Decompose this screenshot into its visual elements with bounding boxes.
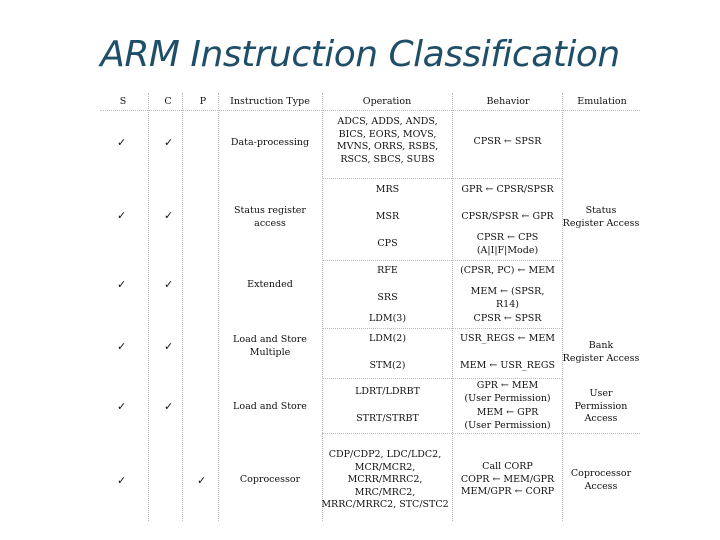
type-status-register: [220, 205, 320, 230]
operation-cps: CPS: [377, 238, 398, 249]
behavior-ldrt: [455, 380, 560, 405]
operation-line: RSCS, SBCS, SUBS: [340, 153, 435, 165]
slide-title: ARM Instruction Classification: [100, 34, 620, 75]
header-p: P: [199, 96, 207, 107]
check-icon: ✓: [117, 136, 127, 149]
type-load-store-multiple: [220, 334, 320, 359]
check-icon: ✓: [117, 474, 127, 487]
operation-ldm2: LDM(2): [368, 333, 407, 344]
operation-line: MVNS, ORRS, RSBS,: [336, 141, 439, 152]
behavior-line: COPR ← MEM/GPR: [460, 473, 555, 485]
operation-stm2: STM(2): [369, 360, 406, 371]
row-divider: [322, 328, 562, 329]
header-instruction-type: Instruction Type: [230, 96, 310, 107]
row-divider: [322, 260, 562, 261]
behavior-coprocessor: [455, 461, 560, 499]
emulation-user-permission: [562, 388, 640, 426]
column-divider: [218, 93, 219, 521]
behavior-line: R14): [496, 298, 519, 310]
column-divider: [148, 93, 149, 521]
header-operation: Operation: [362, 96, 412, 107]
operation-rfe: RFE: [377, 265, 398, 276]
emulation-line: Bank: [588, 340, 614, 351]
check-icon: ✓: [117, 209, 127, 222]
check-icon: ✓: [164, 209, 174, 222]
operation-msr: MSR: [375, 211, 400, 222]
emulation-line: Permission: [574, 400, 628, 412]
behavior-ldm2: USR_REGS ← MEM: [460, 333, 555, 344]
type-line: Multiple: [249, 346, 291, 358]
row-divider: [100, 110, 640, 111]
operation-ldm3: LDM(3): [368, 313, 407, 324]
operation-line: BICS, EORS, MOVS,: [338, 128, 437, 140]
check-icon: ✓: [117, 278, 127, 291]
behavior-msr: CPSR/SPSR ← GPR: [461, 211, 554, 222]
header-behavior: Behavior: [486, 96, 530, 107]
type-extended: Extended: [247, 279, 293, 290]
behavior-line: MEM ← (SPSR,: [470, 286, 545, 297]
behavior-strt: [455, 407, 560, 432]
type-line: Load and Store: [233, 334, 307, 345]
check-icon: ✓: [164, 400, 174, 413]
check-icon: ✓: [117, 340, 127, 353]
operation-data-processing: [325, 116, 450, 166]
type-data-processing: Data-processing: [230, 137, 310, 148]
behavior-line: (User Permission): [464, 392, 551, 404]
type-load-store: Load and Store: [233, 401, 307, 412]
emulation-line: User: [589, 388, 613, 399]
emulation-line: Register Access: [562, 352, 640, 364]
behavior-cps: [455, 232, 560, 257]
check-icon: ✓: [164, 278, 174, 291]
operation-line: ADCS, ADDS, ANDS,: [337, 116, 438, 127]
header-emulation: Emulation: [577, 96, 627, 107]
behavior-line: GPR ← MEM: [476, 380, 539, 391]
type-coprocessor: Coprocessor: [239, 474, 301, 485]
row-divider: [322, 433, 640, 434]
emulation-coprocessor: [562, 468, 640, 493]
behavior-line: MEM/GPR ← CORP: [460, 486, 555, 497]
check-icon: ✓: [164, 136, 174, 149]
operation-line: CDP/CDP2, LDC/LDC2,: [328, 449, 442, 460]
behavior-rfe: (CPSR, PC) ← MEM: [460, 265, 555, 276]
column-divider: [452, 93, 453, 521]
behavior-line: (User Permission): [464, 419, 551, 431]
row-divider: [322, 178, 562, 179]
header-c: C: [164, 96, 172, 107]
operation-ldrt: LDRT/LDRBT: [355, 386, 420, 397]
check-icon: ✓: [164, 340, 174, 353]
check-icon: ✓: [117, 400, 127, 413]
header-s: S: [119, 96, 127, 107]
behavior-line: MEM ← GPR: [476, 407, 539, 418]
operation-line: MRRC/MRRC2, STC/STC2: [321, 499, 449, 510]
column-divider: [562, 93, 563, 521]
operation-line: MCRR/MRRC2,: [347, 474, 423, 485]
operation-srs: SRS: [377, 292, 398, 303]
behavior-ldm3: CPSR ← SPSR: [473, 313, 542, 324]
emulation-line: Access: [584, 413, 618, 424]
behavior-line: CPSR ← CPS: [476, 232, 539, 243]
behavior-stm2: MEM ← USR_REGS: [460, 360, 555, 371]
emulation-status-register: [562, 205, 640, 230]
operation-mrs: MRS: [375, 184, 400, 195]
behavior-line: Call CORP: [482, 461, 533, 472]
emulation-line: Status: [585, 205, 617, 216]
type-line: access: [254, 217, 286, 229]
operation-coprocessor: [318, 449, 452, 512]
operation-line: MCR/MCR2,: [354, 461, 416, 473]
emulation-bank-register: [562, 340, 640, 365]
check-icon: ✓: [197, 474, 207, 487]
behavior-mrs: GPR ← CPSR/SPSR: [461, 184, 554, 195]
column-divider: [182, 93, 183, 521]
operation-line: MRC/MRC2,: [354, 486, 416, 498]
emulation-line: Coprocessor: [570, 468, 632, 479]
row-divider: [322, 378, 562, 379]
emulation-line: Access: [584, 480, 618, 492]
behavior-srs: [455, 286, 560, 311]
behavior-line: (A|I|F|Mode): [476, 244, 539, 256]
emulation-line: Register Access: [562, 217, 640, 229]
behavior-data-processing: CPSR ← SPSR: [473, 136, 542, 147]
type-line: Status register: [234, 205, 306, 216]
operation-strt: STRT/STRBT: [356, 413, 419, 424]
